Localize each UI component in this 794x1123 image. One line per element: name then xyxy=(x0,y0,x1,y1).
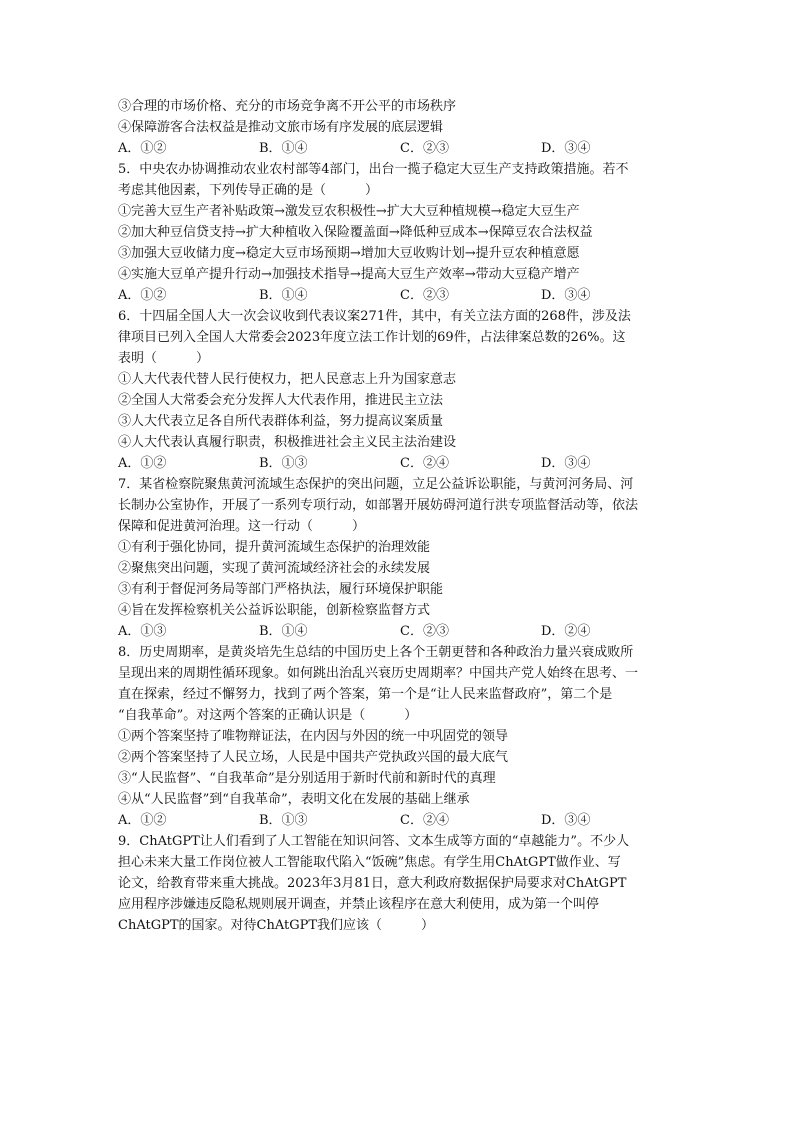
option-a: A．①② xyxy=(118,456,167,471)
option-a: A．①③ xyxy=(118,624,167,639)
choice-statement: ③人大代表立足各自所代表群体利益，努力提高议案质量 xyxy=(118,414,444,429)
question-8 xyxy=(118,642,682,831)
option-c: C．②④ xyxy=(400,456,449,471)
question-9 xyxy=(118,831,682,936)
option-b: B．①④ xyxy=(259,141,308,156)
question-stem: ChAtGPT的国家。对待ChAtGPT我们应该（ ） xyxy=(118,918,435,933)
option-d: D．③④ xyxy=(541,288,591,303)
question-4-tail xyxy=(118,96,682,159)
choice-statement: ①人大代表代替人民行使权力，把人民意志上升为国家意志 xyxy=(118,372,457,387)
option-c: C．②③ xyxy=(400,624,449,639)
answer-options xyxy=(118,810,682,831)
question-stem: 表明（ ） xyxy=(118,351,210,366)
option-d: D．③④ xyxy=(541,813,591,828)
question-stem: 7．某省检察院聚焦黄河流域生态保护的突出问题，立足公益诉讼职能，与黄河河务局、河 xyxy=(118,477,634,492)
choice-statement: ②加大种豆信贷支持→扩大种植收入保险覆盖面→降低种豆成本→保障豆农合法权益 xyxy=(118,225,593,240)
choice-statement: ②聚焦突出问题，实现了黄河流域经济社会的永续发展 xyxy=(118,561,431,576)
choice-statement: ②全国人大常委会充分发挥人大代表作用，推进民主立法 xyxy=(118,393,444,408)
choice-statement: ③“人民监督”、“自我革命”是分别适用于新时代前和新时代的真理 xyxy=(118,771,496,786)
option-d: D．②④ xyxy=(541,624,591,639)
option-a: A．①② xyxy=(118,288,167,303)
option-b: B．①③ xyxy=(259,813,308,828)
option-c: C．②③ xyxy=(400,288,449,303)
answer-options xyxy=(118,138,682,159)
question-stem: 律项目已列入全国人大常委会2023年度立法工作计划的69件，占法律案总数的26%。这 xyxy=(118,330,626,345)
question-stem: 应用程序涉嫌违反隐私规则展开调查，并禁止该程序在意大利使用，成为第一个叫停 xyxy=(118,897,600,912)
option-b: B．①④ xyxy=(259,624,308,639)
choice-statement: ③加强大豆收储力度→稳定大豆市场预期→增加大豆收购计划→提升豆农种植意愿 xyxy=(118,246,580,261)
question-stem: 长制办公室协作，开展了一系列专项行动，如部署开展妨碍河道行洪专项监督活动等，依法 xyxy=(118,498,639,513)
exam-page xyxy=(118,96,682,936)
choice-statement: ②两个答案坚持了人民立场，人民是中国共产党执政兴国的最大底气 xyxy=(118,750,509,765)
choice-statement: ④旨在发挥检察机关公益诉讼职能，创新检察监督方式 xyxy=(118,603,431,618)
choice-statement: ④保障游客合法权益是推动文旅市场有序发展的底层逻辑 xyxy=(118,120,444,135)
question-stem: 呈现出来的周期性循环现象。如何跳出治乱兴衰历史周期率？中国共产党人始终在思考、一 xyxy=(118,666,639,681)
question-stem: 6．十四届全国人大一次会议收到代表议案271件，其中，有关立法方面的268件，涉及法 xyxy=(118,309,631,324)
answer-options xyxy=(118,621,682,642)
answer-options xyxy=(118,453,682,474)
choice-statement: ①有利于强化协同，提升黄河流域生态保护的治理效能 xyxy=(118,540,431,555)
choice-statement: ④从“人民监督”到“自我革命”，表明文化在发展的基础上继承 xyxy=(118,792,470,807)
question-6 xyxy=(118,306,682,474)
choice-statement: ④实施大豆单产提升行动→加强技术指导→提高大豆生产效率→带动大豆稳产增产 xyxy=(118,267,580,282)
option-c: C．②③ xyxy=(400,141,449,156)
question-5 xyxy=(118,159,682,306)
question-stem: 8．历史周期率，是黄炎培先生总结的中国历史上各个王朝更替和各种政治力量兴衰成败所 xyxy=(118,645,634,660)
choice-statement: ①两个答案坚持了唯物辩证法，在内因与外因的统一中巩固党的领导 xyxy=(118,729,509,744)
question-stem: 9．ChAtGPT让人们看到了人工智能在知识问答、文本生成等方面的“卓越能力”。不少人 xyxy=(118,834,630,849)
choice-statement: ①完善大豆生产者补贴政策→激发豆农积极性→扩大大豆种植规模→稳定大豆生产 xyxy=(118,204,580,219)
option-d: D．③④ xyxy=(541,141,591,156)
question-stem: 保障和促进黄河治理。这一行动（ ） xyxy=(118,519,366,534)
question-stem: 担心未来大量工作岗位被人工智能取代陷入“饭碗”焦虑。有学生用ChAtGPT做作业、写 xyxy=(118,855,621,870)
question-7 xyxy=(118,474,682,642)
question-stem: 直在探索，经过不懈努力，找到了两个答案，第一个是“让人民来监督政府”，第二个是 xyxy=(118,687,613,702)
question-stem: “自我革命”。对这两个答案的正确认识是（ ） xyxy=(118,708,418,723)
option-c: C．②④ xyxy=(400,813,449,828)
choice-statement: ④人大代表认真履行职责，积极推进社会主义民主法治建设 xyxy=(118,435,457,450)
question-stem: 5．中央农办协调推动农业农村部等4部门，出台一揽子稳定大豆生产支持政策措施。若不 xyxy=(118,162,629,177)
option-a: A．①② xyxy=(118,813,167,828)
choice-statement: ③合理的市场价格、充分的市场竞争离不开公平的市场秩序 xyxy=(118,99,457,114)
answer-options xyxy=(118,285,682,306)
question-stem: 考虑其他因素，下列传导正确的是（ ） xyxy=(118,183,379,198)
choice-statement: ③有利于督促河务局等部门严格执法，履行环境保护职能 xyxy=(118,582,444,597)
option-a: A．①② xyxy=(118,141,167,156)
option-b: B．①④ xyxy=(259,288,308,303)
option-b: B．①③ xyxy=(259,456,308,471)
option-d: D．③④ xyxy=(541,456,591,471)
question-stem: 论文，给教育带来重大挑战。2023年3月81日，意大利政府数据保护局要求对ChAtGPT xyxy=(118,876,627,891)
